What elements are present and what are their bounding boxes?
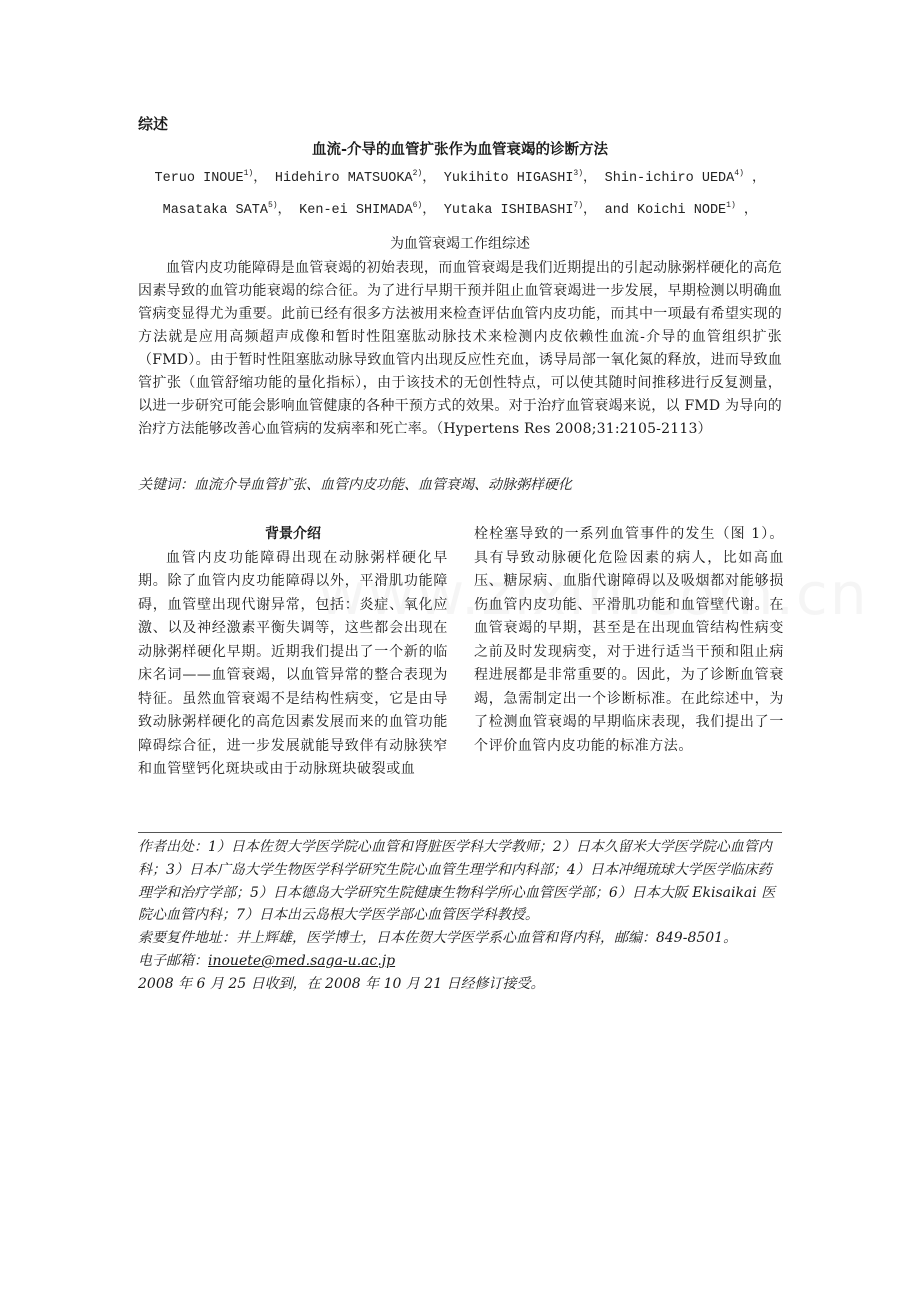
author-name: Masataka SATA [162, 203, 268, 218]
author-separator: ， [735, 203, 758, 218]
author-line-1 [138, 160, 782, 192]
author-name: Yutaka ISHIBASHI [443, 203, 574, 218]
author-name: Yukihito HIGASHI [443, 171, 574, 186]
abstract-text: 血管内皮功能障碍是血管衰竭的初始表现，而血管衰竭是我们近期提出的引起动脉粥样硬化的高危因素导致的血管功能衰竭的综合征。为了进行早期干预并阻止血管衰竭进一步发展，早期检测以明确血管病变显得尤为重要。此前已经有很多方法被用来检查评估血管内皮功能，而其中一项最有希望实现的方法就是应用高频超声成像和暂时性阻塞肱动脉技术来检测内皮依赖性血流-介导的血管组织扩张（FMD）。由于暂时性阻塞肱动脉导致血管内出现反应性充血，诱导局部一氧化氮的释放，进而导致血管扩张（血管舒缩功能的量化指标），由于该技术的无创性特点，可以使其随时间推移进行反复测量，以进一步研究可能会影响血管健康的各种干预方式的效果。对于治疗血管衰竭来说，以 FMD 为导向的治疗方法能够改善心血管病的发病率和死亡率。（Hypertens Res 2008;31:2105-2113） [138, 260, 782, 437]
author-name: Hidehiro MATSUOKA [274, 171, 413, 186]
author-line-2 [138, 192, 782, 224]
section-label: 综述 [138, 115, 169, 133]
body-column-left [138, 523, 448, 782]
footnote-divider [138, 832, 782, 833]
author-separator: ， [583, 171, 597, 186]
author-affiliation-mark: 7) [573, 201, 584, 210]
author-list [138, 160, 782, 224]
footnote-affiliations: 作者出处：1）日本佐贺大学医学院心血管和肾脏医学科大学教师；2）日本久留米大学医学院心血管内科；3）日本广岛大学生物医学科学研究生院心血管生理学和内科部；4）日本冲绳琉球大学医学临床药理学和治疗学部；5）日本德岛大学研究生院健康生物科学所心血管医学部；6）日本大阪 Ekisaikai 医院心血管内科；7）日本出云岛根大学医学部心血管医学科教授。 [138, 839, 776, 924]
working-group-line: 为血管衰竭工作组综述 [390, 236, 530, 252]
body-paragraph: 血管内皮功能障碍出现在动脉粥样硬化早期。除了血管内皮功能障碍以外，平滑肌功能障碍，血管壁出现代谢异常，包括：炎症、氧化应激、以及神经激素平衡失调等，这些都会出现在动脉粥样硬化早期。近期我们提出了一个新的临床名词——血管衰竭，以血管异常的整合表现为特征。虽然血管衰竭不是结构性病变，它是由导致动脉粥样硬化的高危因素发展而来的血管功能障碍综合征，进一步发展就能导致伴有动脉狭窄和血管壁钙化斑块或由于动脉斑块破裂或血 [138, 549, 448, 777]
footnote-email-line [138, 950, 784, 973]
author-separator: ， [422, 171, 436, 186]
body-column-right [474, 523, 784, 758]
abstract [138, 257, 782, 441]
author-affiliation-mark: 4) [734, 169, 744, 178]
author-name: Ken-ei SHIMADA [299, 203, 413, 218]
keywords: 关键词：血流介导血管扩张、血管内皮功能、血管衰竭、动脉粥样硬化 [138, 477, 572, 493]
author-separator: ， [583, 203, 597, 218]
body-paragraph: 栓栓塞导致的一系列血管事件的发生（图 1）。具有导致动脉硬化危险因素的病人，比如高血压、糖尿病、血脂代谢障碍以及吸烟都对能够损伤血管内皮功能、平滑肌功能和血管壁代谢。在血管衰竭的早期，甚至是在出现血管结构性病变之前及时发现病变，对于进行适当干预和阻止病程进展都是非常重要的。因此，为了诊断血管衰竭，急需制定出一个诊断标准。在此综述中，为了检测血管衰竭的早期临床表现，我们提出了一个评价血管内皮功能的标准方法。 [474, 526, 784, 754]
author-name: Shin-ichiro UEDA [604, 171, 735, 186]
email-link[interactable]: inouete@med.saga-u.ac.jp [208, 952, 396, 969]
author-separator: ， [253, 171, 267, 186]
author-affiliation-mark: 6) [412, 201, 423, 210]
footnotes [138, 836, 784, 996]
footnote-reprint-address: 索要复件地址：井上辉雄，医学博士，日本佐贺大学医学系心血管和肾内科，邮编：849-8501。 [138, 930, 738, 947]
author-separator: ， [277, 203, 292, 218]
author-name: Teruo INOUE [154, 171, 244, 186]
author-affiliation-mark: 1) [726, 201, 736, 210]
article-title: 血流-介导的血管扩张作为血管衰竭的诊断方法 [311, 142, 609, 158]
author-affiliation-mark: 5) [267, 201, 278, 210]
email-label: 电子邮箱： [138, 952, 208, 969]
author-affiliation-mark: 1) [243, 169, 254, 178]
author-separator: ， [422, 203, 436, 218]
author-affiliation-mark: 2) [412, 169, 423, 178]
author-affiliation-mark: 3) [573, 169, 584, 178]
author-name: and Koichi NODE [604, 203, 727, 218]
footnote-received: 2008 年 6 月 25 日收到，在 2008 年 10 月 21 日经修订接受。 [138, 975, 545, 992]
author-separator: ， [743, 171, 766, 186]
section-heading-background: 背景介绍 [265, 526, 321, 542]
